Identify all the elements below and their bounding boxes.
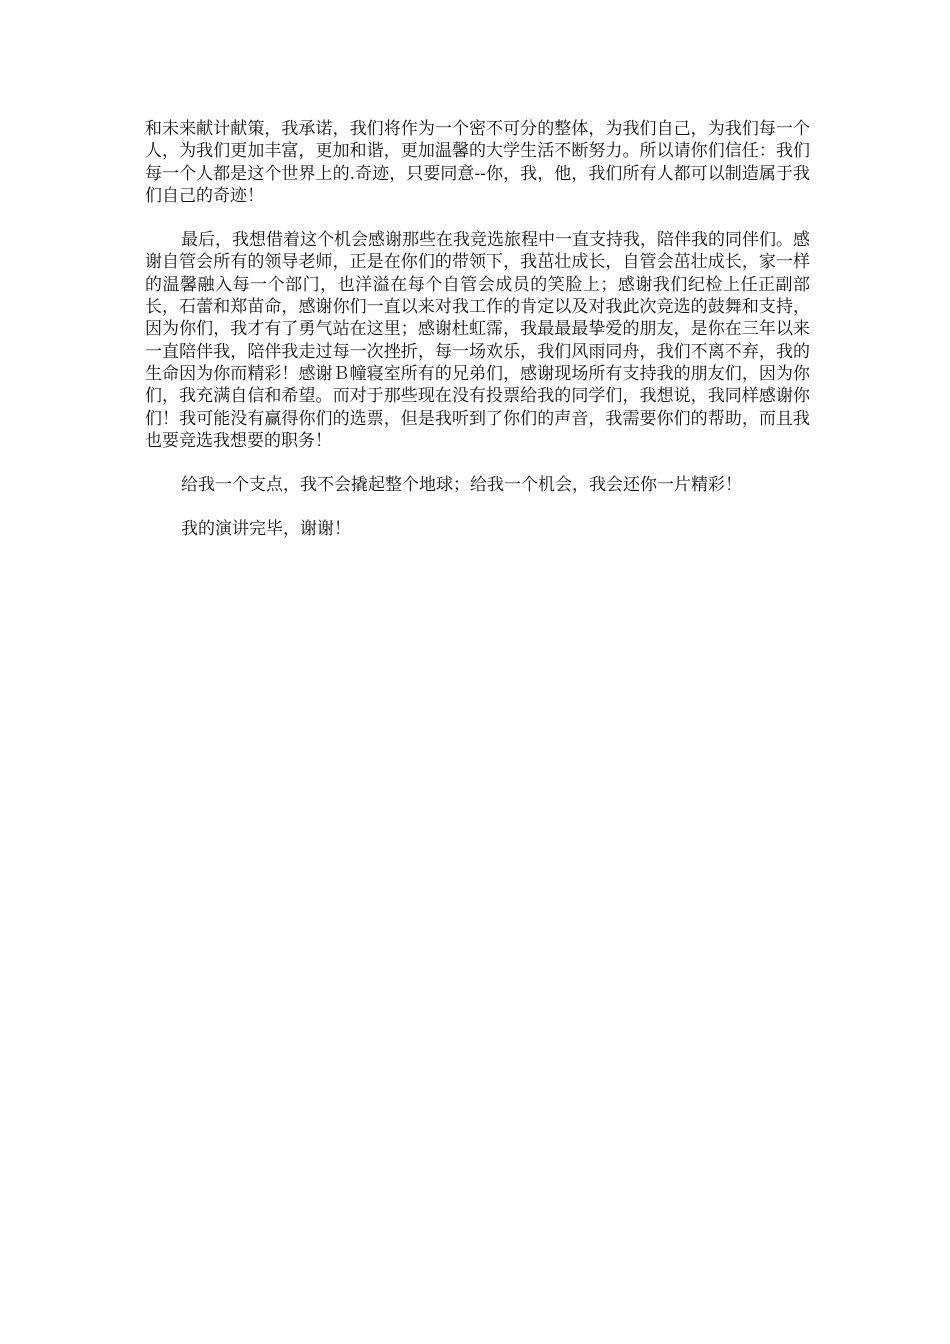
paragraph-closing: 我的演讲完毕，谢谢！ [181, 519, 351, 540]
paragraph-continuation: 和未来献计献策，我承诺，我们将作为一个密不可分的整体，为我们自己，为我们每一个人，为我们更加丰富，更加和谐，更加温馨的大学生活不断努力。所以请你们信任：我们每一个人都是这个世界上的.奇迹，只要同意--你，我，他，我们所有人都可以制造属于我们自己的奇迹！ [145, 119, 810, 206]
document-body [145, 118, 810, 563]
paragraph-thanks: 最后，我想借着这个机会感谢那些在我竞选旅程中一直支持我，陪伴我的同伴们。感谢自管会所有的领导老师，正是在你们的带领下，我茁壮成长，自管会茁壮成长，家一样的温馨融入每一个部门，也洋溢在每个自管会成员的笑脸上；感谢我们纪检上任正副部长，石蕾和郑苗命，感谢你们一直以来对我工作的肯定以及对我此次竞选的鼓舞和支持，因为你们，我才有了勇气站在这里；感谢杜虹霈，我最最最挚爱的朋友，是你在三年以来一直陪伴我，陪伴我走过每一次挫折，每一场欢乐，我们风雨同舟，我们不离不弃，我的生命因为你而精彩！感谢Ｂ幢寝室所有的兄弟们，感谢现场所有支持我的朋友们，因为你们，我充满自信和希望。而对于那些现在没有投票给我的同学们，我想说，我同样感谢你们！我可能没有赢得你们的选票，但是我听到了你们的声音，我需要你们的帮助，而且我也要竞选我想要的职务！ [145, 230, 810, 451]
paragraph-fulcrum: 给我一个支点，我不会撬起整个地球；给我一个机会，我会还你一片精彩！ [181, 475, 742, 496]
